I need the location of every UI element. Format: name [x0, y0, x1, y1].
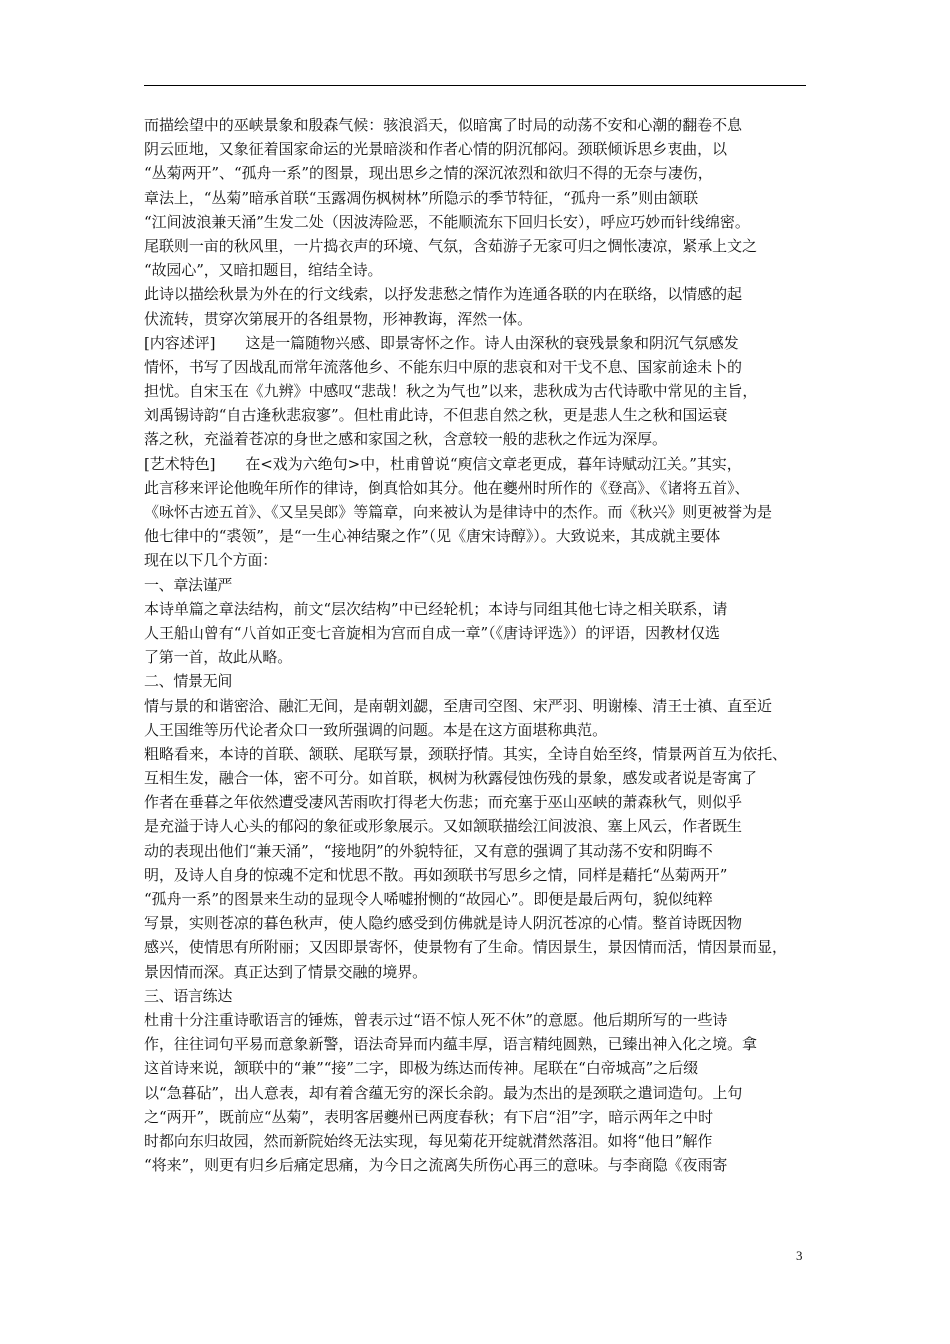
text-line: “故园心”，又暗扣题目，绾结全诗。 [144, 261, 383, 280]
header-rule [144, 85, 806, 86]
text-line: 作，往往词句平易而意象新警，语法奇异而内蕴丰厚，语言精纯圆熟，已臻出神入化之境。拿 [144, 1035, 758, 1054]
text-line: [艺术特色] 在<戏为六绝句>中，杜甫曾说“庾信文章老更成，暮年诗赋动江关。”其实， [144, 454, 742, 473]
text-line: 粗略看来，本诗的首联、颔联、尾联写景，颈联抒情。其实，全诗自始至终，情景两首互为依托、 [144, 744, 788, 763]
text-line: 时都向东归故园，然而新院始终无法实现，每见菊花开绽就潸然落泪。如将“他日”解作 [144, 1131, 713, 1150]
text-line: 明，及诗人自身的惊魂不定和忧思不散。再如颈联书写思乡之情，同样是藉托“丛菊两开” [144, 865, 728, 884]
text-line: 二、情景无间 [144, 672, 233, 691]
text-line: 之“两开”，既前应“丛菊”，表明客居夔州已两度春秋；有下启“泪”字，暗示两年之中时 [144, 1107, 714, 1126]
text-line: 景因情而深。真正达到了情景交融的境界。 [144, 962, 428, 981]
text-line: 落之秋，充溢着苍凉的身世之感和家国之秋，含意较一般的悲秋之作远为深厚。 [144, 430, 668, 449]
text-line: 杜甫十分注重诗歌语言的锤炼，曾表示过“语不惊人死不休”的意愿。他后期所写的一些诗 [144, 1010, 728, 1029]
text-line: 现在以下几个方面： [144, 551, 278, 570]
text-line: 担忧。自宋玉在《九辨》中感叹“悲哉！秋之为气也”以来，悲秋成为古代诗歌中常见的主旨， [144, 382, 758, 401]
text-line: “江间波浪兼天涌”生发二处（因波涛险恶，不能顺流东下回归长安），呼应巧妙而针线绵密。 [144, 212, 750, 231]
text-line: “丛菊两开”、“孤舟一系”的图景，现出思乡之情的深沉浓烈和欲归不得的无奈与凄伤， [144, 164, 713, 183]
text-line: 阴云匝地，又象征着国家命运的光景暗淡和作者心情的阴沉郁闷。颈联倾诉思乡衷曲，以 [144, 140, 728, 159]
text-line: 这首诗来说，颔联中的“兼”“接”二字，即极为练达而传神。尾联在“白帝城高”之后缀 [144, 1059, 699, 1078]
text-line: 一、章法谨严 [144, 575, 233, 594]
text-line: 刘禹锡诗韵“自古逢秋悲寂寥”。但杜甫此诗，不但悲自然之秋，更是悲人生之秋和国运衰 [144, 406, 728, 425]
text-line: 人王船山曾有“八首如正变七音旋相为宫而自成一章”（《唐诗评选》）的评语，因教材仅选 [144, 623, 720, 642]
text-line: [内容述评] 这是一篇随物兴感、即景寄怀之作。诗人由深秋的衰残景象和阴沉气氛感发 [144, 333, 739, 352]
text-line: 尾联则一亩的秋风里，一片捣衣声的环境、气氛，含茹游子无家可归之惆怅凄凉，紧承上文之 [144, 236, 758, 255]
text-line: 写景，实则苍凉的暮色秋声，使人隐约感受到仿佛就是诗人阴沉苍凉的心情。整首诗既因物 [144, 914, 743, 933]
text-line: 此诗以描绘秋景为外在的行文线索，以抒发悲愁之情作为连通各联的内在联络，以情感的起 [144, 285, 743, 304]
text-line: 作者在垂暮之年依然遭受凄风苦雨吹打得老大伤悲；而充塞于巫山巫峡的萧森秋气，则似乎 [144, 793, 743, 812]
text-line: 此言移来评论他晚年所作的律诗，倒真恰如其分。他在夔州时所作的《登高》、《诸将五首》、 [144, 478, 750, 497]
text-line: “将来”，则更有归乡后痛定思痛，为今日之流离失所伤心再三的意味。与李商隐《夜雨寄 [144, 1156, 728, 1175]
text-line: 而描绘望中的巫峡景象和殷森气候：骇浪滔天，似暗寓了时局的动荡不安和心潮的翻卷不息 [144, 116, 743, 134]
text-line: 是充溢于诗人心头的郁闷的象征或形象展示。又如颔联描绘江间波浪、塞上风云，作者既生 [144, 817, 743, 836]
text-line: 伏流转，贯穿次第展开的各组景物，形神教诲，浑然一体。 [144, 309, 533, 328]
text-line: 互相生发，融合一体，密不可分。如首联，枫树为秋露侵蚀伤残的景象，感发或者说是寄寓了 [144, 769, 758, 788]
text-line: 章法上，“丛菊”暗承首联“玉露凋伤枫树林”所隐示的季节特征，“孤舟一系”则由颔联 [144, 188, 699, 207]
text-line: 人王国维等历代论者众口一致所强调的问题。本是在这方面堪称典范。 [144, 720, 608, 739]
page-number: 3 [796, 1248, 803, 1263]
text-line: 情怀，书写了因战乱而常年流落他乡、不能东归中原的悲哀和对干戈不息、国家前途未卜的 [144, 357, 743, 376]
text-line: 了第一首，故此从略。 [144, 648, 293, 667]
text-line: 动的表现出他们“兼天涌”，“接地阴”的外貌特征，又有意的强调了其动荡不安和阴晦不 [144, 841, 713, 860]
text-line: 以“急暮砧”，出人意表，却有着含蕴无穷的深长余韵。最为杰出的是颈联之遣词造句。上句 [144, 1083, 743, 1102]
text-line: 《咏怀古迹五首》、《又呈吴郎》等篇章，向来被认为是律诗中的杰作。而《秋兴》则更被誉为是 [144, 503, 773, 521]
text-line: 感兴，使情思有所附丽；又因即景寄怀，使景物有了生命。情因景生，景因情而活，情因景而显， [144, 938, 788, 957]
text-line: “孤舟一系”的图景来生动的显现令人唏嘘拊恻的“故园心”。即便是最后两句，貌似纯粹 [144, 890, 713, 908]
text-line: 本诗单篇之章法结构，前文“层次结构”中已经轮机；本诗与同组其他七诗之相关联系，请 [144, 599, 728, 618]
text-line: 情与景的和谐密洽、融汇无间，是南朝刘勰，至唐司空图、宋严羽、明谢榛、清王士禛、直至近 [144, 696, 773, 715]
text-line: 他七律中的“裘领”，是“一生心神结聚之作”（见《唐宋诗醇》）。大致说来，其成就主要体 [144, 527, 721, 546]
document-body [144, 113, 808, 1177]
text-line: 三、语言练达 [144, 986, 233, 1005]
